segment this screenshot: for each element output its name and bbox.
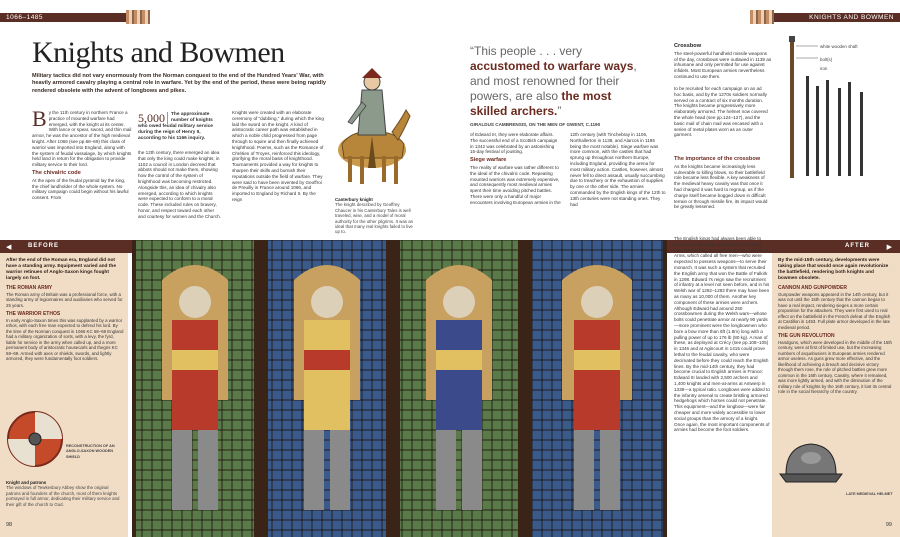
after-lead: By the mid-15th century, developments were taking place that would once again revolutionize the battlefield, rendering both knights and bowmen obsolete. xyxy=(778,258,889,281)
arrow-left-icon: ◀ xyxy=(6,243,12,251)
before-label: BEFORE xyxy=(28,243,60,249)
before-text-2: In early Anglo-Saxon times this was supplanted by a warrior ethos, with each free man expected to defend his lord. By the time of the Norman conquest in 1066 KC 68–69 England had a military organization of sorts, with a levy, the fyrd, liable for service in the army when called up, and a more permanent body of aristocratic housecarls and thegns KC 68–69. Armed with axes or shields, swords, and lightly armored, they were fundamentally foot soldiers. xyxy=(6,317,124,361)
glass-caption-title: Knight and patrons xyxy=(6,480,47,485)
crossbow-importance-text: As the knights became increasingly less vulnerable to killing blows, so their battlefield role became less flexible. A key weakness of the medieval heavy cavalry was that once it had charged it was hard to regroup, as if the charge itself became bogged down in difficult terrain or through missile fire, its impact would be greatly lessened. xyxy=(674,163,768,210)
header-pattern-left xyxy=(126,10,150,24)
stained-glass-art xyxy=(132,240,667,537)
quote-part-1: “This people . . . very xyxy=(470,44,583,58)
intro-paragraph: Military tactics did not vary enormously from the Norman conquest to the end of the Hundred Years' War, with heavily armored cavalry playing a central role in warfare. Yet by the end of the period, these were being rapidly rendered obsolete with the advent of longbows and pikes. xyxy=(32,73,326,94)
quote-emphasis-1: accustomed to warfare ways xyxy=(470,59,634,73)
page-number-left: 98 xyxy=(6,522,13,528)
glass-caption xyxy=(6,480,124,507)
column-1-para-1: y the 11th century in northern France a practice of mounted warfare had emerged, with the knight at its center. With lance or spear, sword, and thin mail armor, he was the ancestor of the high medieval knight. After 1066 (see pp.68–69) this class of warrior was imported into England, along with the system of feudal vassalage, by which knights held land in return for the obligation to provide military service to their lord. xyxy=(32,110,132,168)
before-text xyxy=(6,258,124,362)
knight-caption xyxy=(335,197,417,235)
helmet-illustration xyxy=(776,438,846,498)
header-section-title: KNIGHTS AND BOWMEN xyxy=(809,14,894,21)
after-heading-1: CANNON AND GUNPOWDER xyxy=(778,285,847,291)
drop-cap: B xyxy=(32,106,47,131)
subhead-siege-warfare: Siege warfare xyxy=(470,157,507,164)
glass-caption-text: The windows of Tewkesbury Abbey show the original patrons and founders of the church, most of them knights portrayed in full armor, dedicating their military service and their gift of the church to God. xyxy=(6,485,120,507)
quote-part-3: ” xyxy=(557,104,562,118)
header-date-range: 1066–1485 xyxy=(6,14,44,21)
crossbow-caption xyxy=(674,44,772,80)
after-text xyxy=(778,258,894,395)
crossbow-heading: Crossbow xyxy=(674,43,702,49)
siege-text: The reality of warfare was rather different to the ideal of the chivalric code. Repeating mounted warriors was extremely expensive, and consequently most medieval armies spent their time avoiding pitched battles. There were only a handful of major encounters involving European armies in the xyxy=(470,164,561,205)
before-heading-1: THE ROMAN ARMY xyxy=(6,285,53,291)
fact-box xyxy=(138,112,218,142)
after-label: AFTER xyxy=(845,243,870,249)
knight-caption-title: Canterbury knight xyxy=(335,197,373,202)
weapon-label-bolts: bolt(s) xyxy=(820,57,833,62)
page-title: Knights and Bowmen xyxy=(32,36,285,69)
quote-part-2: , and most renowned for their powers, are also xyxy=(470,59,637,103)
page-number-right: 99 xyxy=(885,522,892,528)
crossbow-text: The steel-powerful handheld missile weapons of the day, crossbows were outlawed in 1139 as inhumane and only permitted for use against infidels. Most European armies nevertheless continued to use them. xyxy=(674,50,772,79)
after-text-1: Gunpowder weapons appeared in the 14th century, but it was not until the 15th century that the cannon began to have a real impact, rendering sieges a more certain proposition for the attackers. They were first used to real effect on the battlefield in the French defeat of the English at Castillon in 1453. Full plate armor developed in the late medieval period. xyxy=(778,291,891,330)
before-heading-2: THE WARRIOR ETHOS xyxy=(6,311,61,317)
fact-text: The approximate number of knights who owed feudal military service during the reign of Henry II, according to his 1166 inquiry. xyxy=(138,112,213,141)
column-6: to be recruited for each campaign on an ad hoc basis, and by the 1270s soldiers normally served on a contract of six months duration. The knights became progressively more elaborately armored. The helmet now covered the whole head (see pp.124–127), and the basic mail of chain mail was encased with a series of metal plates worn as an outer garment. xyxy=(674,86,768,138)
column-2: the 12th century, there emerged an idea that only the king could make knights; in 1102 a council in London decreed that abbots should not make them, showing how the control of the system of knighthood was becoming restricted. Alongside this, an idea of chivalry also emerged, according to which knights were expected to conform to a moral code. These included rules on bravery, honor, and respect toward each other and courtesy for women and the Church. xyxy=(138,150,221,219)
column-5: 12th century (with Tinchebray in 1106, Northallerton in 1138, and Alarcos in 1195 being the most notable). Siege warfare was more common, with the castles that had sprung up throughout northern Europe, including England, providing the arena for most military action. Castles, however, almost never fell to direct assault, usually succumbing due to treachery or the exhaustion of supplies by one or the other side. The armies commanded by the English kings of the 12th to 13th centuries were not standing ones. They had xyxy=(570,132,666,207)
quote-attribution: GIRALDUS CAMBRENSIS, ON THE MEN OF GWENT, C.1190 xyxy=(470,122,601,127)
column-7: The English kings had always been able to recruit a wider range of troops to their army than the knights, by such means as Assizes of Arms, which called all free men—who were expected to possess weapons—to serve their monarch. It was such a system that recruited the English army that won the Battle of Falkirk in 1298. Edward I's reign saw the recruitment of infantry at a level not seen before, and in his Welsh war of 1282–1283 there may have been as many as 10,000 of them. Another key component of these armies were archers. Although Edward had around 250 crossbowmen during the Welsh wars—whose bolts could penetrate armor at nearly 90 yards—more prominent were the longbowmen who bore a bow more than 6ft (1.8m) long with a pulling power of up to 176 lb (80 kg). A man of these, as deployed at Crécy (see pp.108–105) in 1346 and at Agincourt in 1415 could prove lethal to the feudal cavalry, who were decimated before they could reach the English lines. By the mid-14th century, they had become crucial to English armies in France: Edward III landed with 2,500 archers and 1,400 knights and men-at-arms at Antwerp in 1338—a typical ratio. Longbows were added to the infantry arsenal to create bristling armored hedgehogs which horses could not penetrate. This equipment—and the longbow—were far cheaper and more widely accessible to lower social groups than the armory of a knight. Once again, the most important components of armies had become the foot soldiers. xyxy=(674,236,770,433)
arrow-right-icon: ▶ xyxy=(886,243,892,251)
before-text-1: The Roman army of Britain was a professional force, with a standing army of legionnaires and auxiliaries who served for 25 years. xyxy=(6,291,123,308)
stained-glass-window xyxy=(132,240,667,537)
header-pattern-right xyxy=(750,10,774,24)
column-1 xyxy=(32,106,132,201)
quote-emphasis-2: the most skilled archers. xyxy=(470,89,612,118)
column-1-para-2: At the apex of the feudal pyramid lay the king, the chief landholder of the whole system. No military campaign could begin without his lawful consent. From xyxy=(32,177,129,201)
shield-caption: RECONSTRUCTION OF AN ANGLO-SAXON WOODEN SHIELD xyxy=(66,444,115,459)
column-4 xyxy=(470,132,562,206)
pull-quote xyxy=(470,44,650,119)
knight-caption-text: The knight described by Geoffrey Chaucer in his Canterbury Tales is well traveled, wise, and a model of moral authority for the other pilgrims. It was an ideal that many real knights failed to live up to. xyxy=(335,202,414,235)
subhead-crossbow-importance: The importance of the crossbow xyxy=(674,156,761,162)
fact-number: 5,000 xyxy=(138,112,168,124)
after-heading-2: THE GUN REVOLUTION xyxy=(778,333,835,339)
helmet-caption: LATE MEDIEVAL HELMET xyxy=(846,492,893,496)
weapon-label-shaft: white wooden shaft xyxy=(820,44,858,49)
knight-illustration xyxy=(332,40,412,192)
subhead-chivalric-code: The chivalric code xyxy=(32,169,81,176)
column-4-para: of Edward III, they were elaborate affairs. The successful end of a Scottish campaign in 1342 was celebrated by an astonishing 15-day festival of jousting. xyxy=(470,132,558,155)
crossbow-importance xyxy=(674,154,770,210)
weapon-label-iron: iron xyxy=(820,66,828,71)
saxon-shield-illustration xyxy=(6,410,64,468)
column-3: Knights were created with an elaborate ceremony of "dubbing," during which the king laid the sword on the knight. A kind of aristocratic career path was established in which a noble child progressed from page through to squire and then finally achieved knighthood. Poems, such as the Romance of Chrétien of Troyes, reinforced this ideology, glorifying the moral basis of knighthood. Tournaments provided a way for knights to sharpen their skills and burnish their reputations outside the field of warfare. They were said to have been invented by Geoffroi de Preuilly in France around 1066, and imported to England by Richard II. By the reign xyxy=(232,110,324,202)
before-lead: After the end of the Roman era, England did not have a standing army. Equipment varied and the warrior retinues of Anglo-Saxon kings fought largely on foot. xyxy=(6,258,117,281)
after-text-2: Handguns, which were developed in the middle of the 15th century, were at first of limited use, but the increasing numbers of arquebusiers in European armies rendered armor useless. As guns grew more effective, and the likelihood of achieving a breach and decisive victory through them rose, the role of pitched battles grew more common in the 16th century. Cavalry, where it remained, was more lightly armed, and with the diminution of the military role of knights by the 16th century, it lost its central role in the social hierarchy of the country. xyxy=(778,339,892,394)
